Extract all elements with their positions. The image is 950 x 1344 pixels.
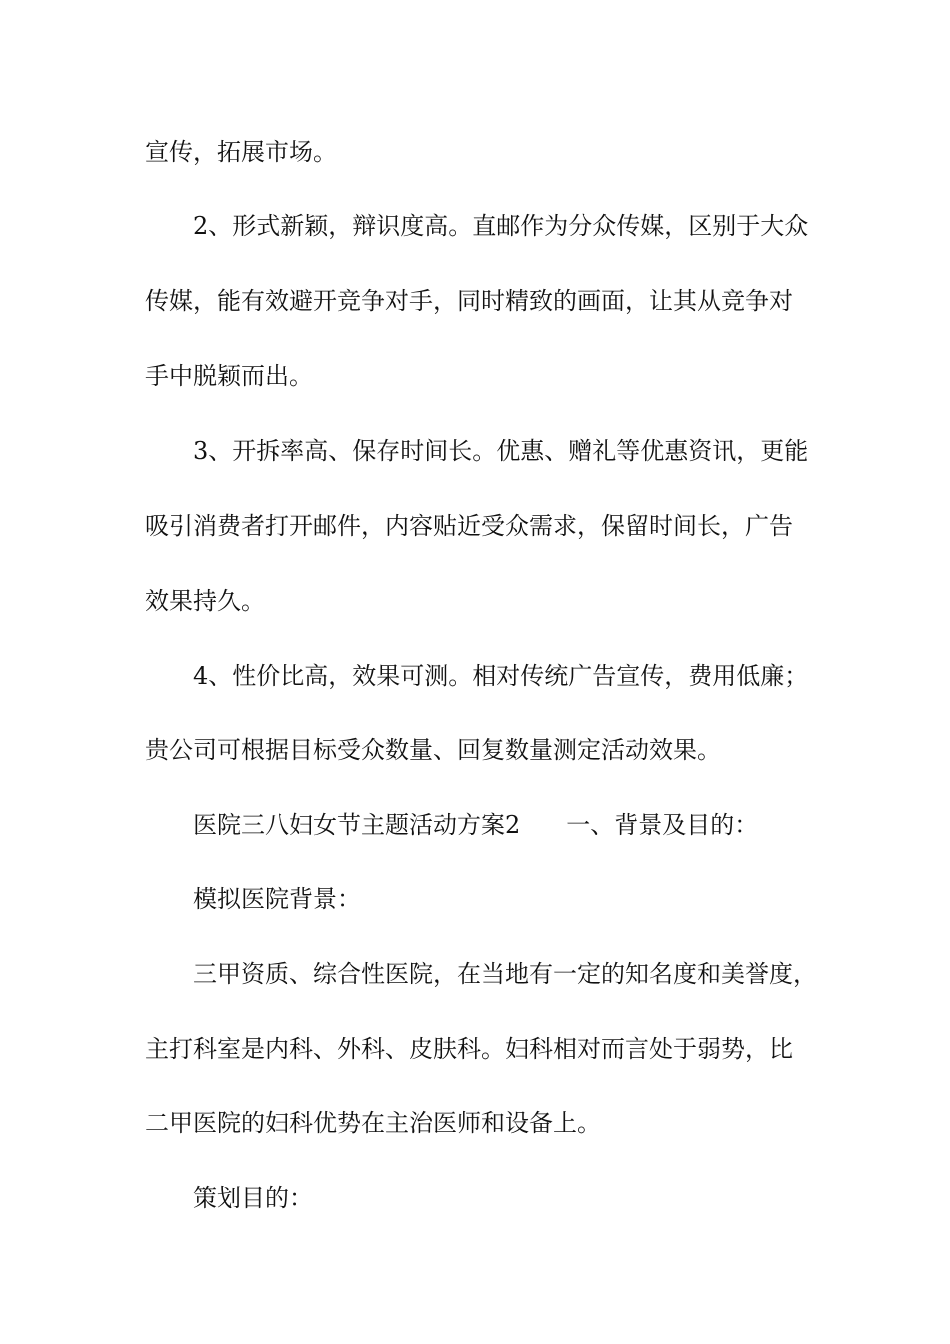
document-title: 医院三八妇女节主题活动方案2 — [193, 811, 521, 839]
paragraph-line: 效果持久。 — [145, 587, 265, 615]
paragraph-line: 吸引消费者打开邮件，内容贴近受众需求，保留时间长，广告 — [145, 512, 793, 540]
paragraph-line: 二甲医院的妇科优势在主治医师和设备上。 — [145, 1109, 601, 1137]
subheading-line: 策划目的： — [193, 1184, 313, 1212]
paragraph-line: 宣传，拓展市场。 — [145, 138, 337, 166]
section-heading: 一、背景及目的： — [566, 811, 759, 839]
subheading-line: 模拟医院背景： — [193, 885, 361, 913]
paragraph-line: 贵公司可根据目标受众数量、回复数量测定活动效果。 — [145, 736, 721, 764]
paragraph-line: 三甲资质、综合性医院，在当地有一定的知名度和美誉度， — [193, 960, 817, 988]
paragraph-line: 4、性价比高，效果可测。相对传统广告宣传，费用低廉； — [193, 662, 809, 690]
section-heading-line — [193, 810, 883, 840]
paragraph-line: 2、形式新颖，辩识度高。直邮作为分众传媒，区别于大众 — [193, 212, 809, 240]
paragraph-line: 手中脱颖而出。 — [145, 362, 313, 390]
paragraph-line: 3、开拆率高、保存时间长。优惠、赠礼等优惠资讯，更能 — [193, 437, 809, 465]
paragraph-line: 传媒，能有效避开竞争对手，同时精致的画面，让其从竞争对 — [145, 287, 793, 315]
paragraph-line: 主打科室是内科、外科、皮肤科。妇科相对而言处于弱势，比 — [145, 1035, 793, 1063]
